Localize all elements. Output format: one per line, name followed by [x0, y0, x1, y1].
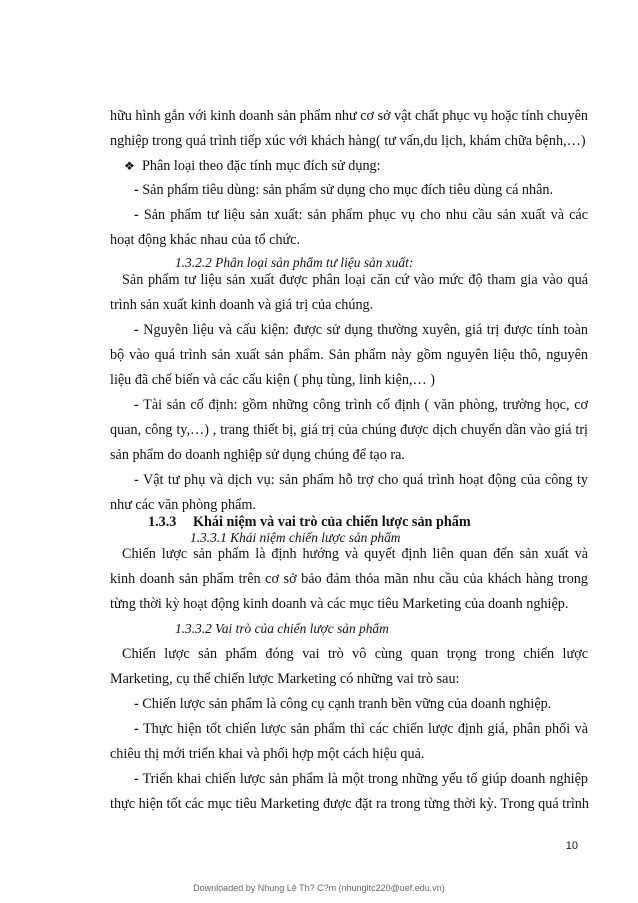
section-number: 1.3.3: [148, 514, 177, 530]
paragraph-line: Sản phẩm tư liệu sản xuất được phân loại căn cứ vào mức độ tham gia vào quá: [122, 272, 588, 288]
paragraph-line: kinh doanh sản phẩm trên cơ sở bảo đảm thỏa mãn nhu cầu của khách hàng trong: [110, 571, 588, 587]
paragraph-line: hữu hình gắn với kinh doanh sản phẩm như cơ sở vật chất phục vụ hoặc tính chuyên: [110, 108, 588, 124]
paragraph-line: hoạt động khác nhau của tổ chức.: [110, 232, 301, 248]
subsection-heading: 1.3.3.2 Vai trò của chiến lược sản phẩm: [175, 621, 389, 636]
paragraph-line: liệu đã chế biến và các cấu kiện ( phụ tùng, linh kiện,… ): [110, 372, 436, 388]
subsection-heading: 1.3.3.1 Khái niệm chiến lược sản phẩm: [190, 530, 401, 545]
list-item: - Sản phẩm tư liệu sản xuất: sản phẩm phục vụ cho nhu cầu sản xuất và các: [134, 207, 589, 223]
section-title: Khái niệm và vai trò của chiến lược sản phẩm: [193, 514, 471, 530]
paragraph-line: bộ vào quá trình sản xuất sản phẩm. Sản phẩm này gồm nguyên liệu thô, nguyên: [110, 347, 588, 363]
paragraph-line: nghiệp trong quá trình tiếp xúc với khách hàng( tư vấn,du lịch, khám chữa bệnh,…): [110, 133, 586, 149]
list-item: - Nguyên liệu và cấu kiện: được sử dụng thường xuyên, giá trị được tính toàn: [134, 322, 589, 338]
subsection-heading: 1.3.2.2 Phân loại sản phẩm tư liệu sản xuất:: [175, 255, 414, 270]
paragraph-line: quan, công ty,…) , trang thiết bị, giá trị của chúng được dịch chuyển dần vào giá trị: [110, 422, 588, 438]
paragraph-line: thực hiện tốt các mục tiêu Marketing được đặt ra trong từng thời kỳ. Trong quá trình: [110, 796, 589, 812]
download-footer: Downloaded by Nhung Lê Th? C?m (nhungltc220@uef.edu.vn): [193, 883, 445, 893]
paragraph-line: trình sản xuất kinh doanh và giá trị của chúng.: [110, 297, 374, 313]
paragraph-line: Marketing, cụ thể chiến lược Marketing có những vai trò sau:: [110, 671, 460, 687]
list-item: - Tài sản cố định: gồm những công trình cố định ( văn phòng, trường học, cơ: [134, 397, 588, 413]
page-number: 10: [565, 840, 578, 852]
paragraph-line: chiêu thị mới triển khai và phối hợp một cách hiệu quả.: [110, 746, 425, 762]
diamond-bullet-icon: ❖: [124, 159, 135, 173]
paragraph-line: Chiến lược sản phẩm đóng vai trò vô cùng quan trọng trong chiến lược: [122, 646, 588, 662]
list-item: - Sản phẩm tiêu dùng: sản phẩm sử dụng cho mục đích tiêu dùng cá nhân.: [134, 182, 554, 198]
paragraph-line: Chiến lược sản phẩm là định hướng và quyết định liên quan đến sản xuất và: [122, 546, 588, 562]
list-item: - Thực hiện tốt chiến lược sản phẩm thì các chiến lược định giá, phân phối và: [134, 721, 588, 737]
list-item: - Chiến lược sản phẩm là công cụ cạnh tranh bền vững của doanh nghiệp.: [134, 696, 552, 712]
list-item: - Triển khai chiến lược sản phẩm là một trong những yếu tố giúp doanh nghiệp: [134, 771, 588, 787]
bullet-text: Phân loại theo đặc tính mục đích sử dụng:: [142, 158, 381, 174]
bullet-item: [124, 157, 588, 175]
paragraph-line: sản phẩm do doanh nghiệp sử dụng chúng để tạo ra.: [110, 447, 405, 463]
list-item: - Vật tư phụ và dịch vụ: sản phẩm hỗ trợ cho quá trình hoạt động của công ty: [134, 472, 588, 488]
paragraph-line: từng thời kỳ hoạt động kinh doanh và các mục tiêu Marketing của doanh nghiệp.: [110, 596, 569, 612]
paragraph-line: như các văn phòng phẩm.: [110, 497, 256, 513]
